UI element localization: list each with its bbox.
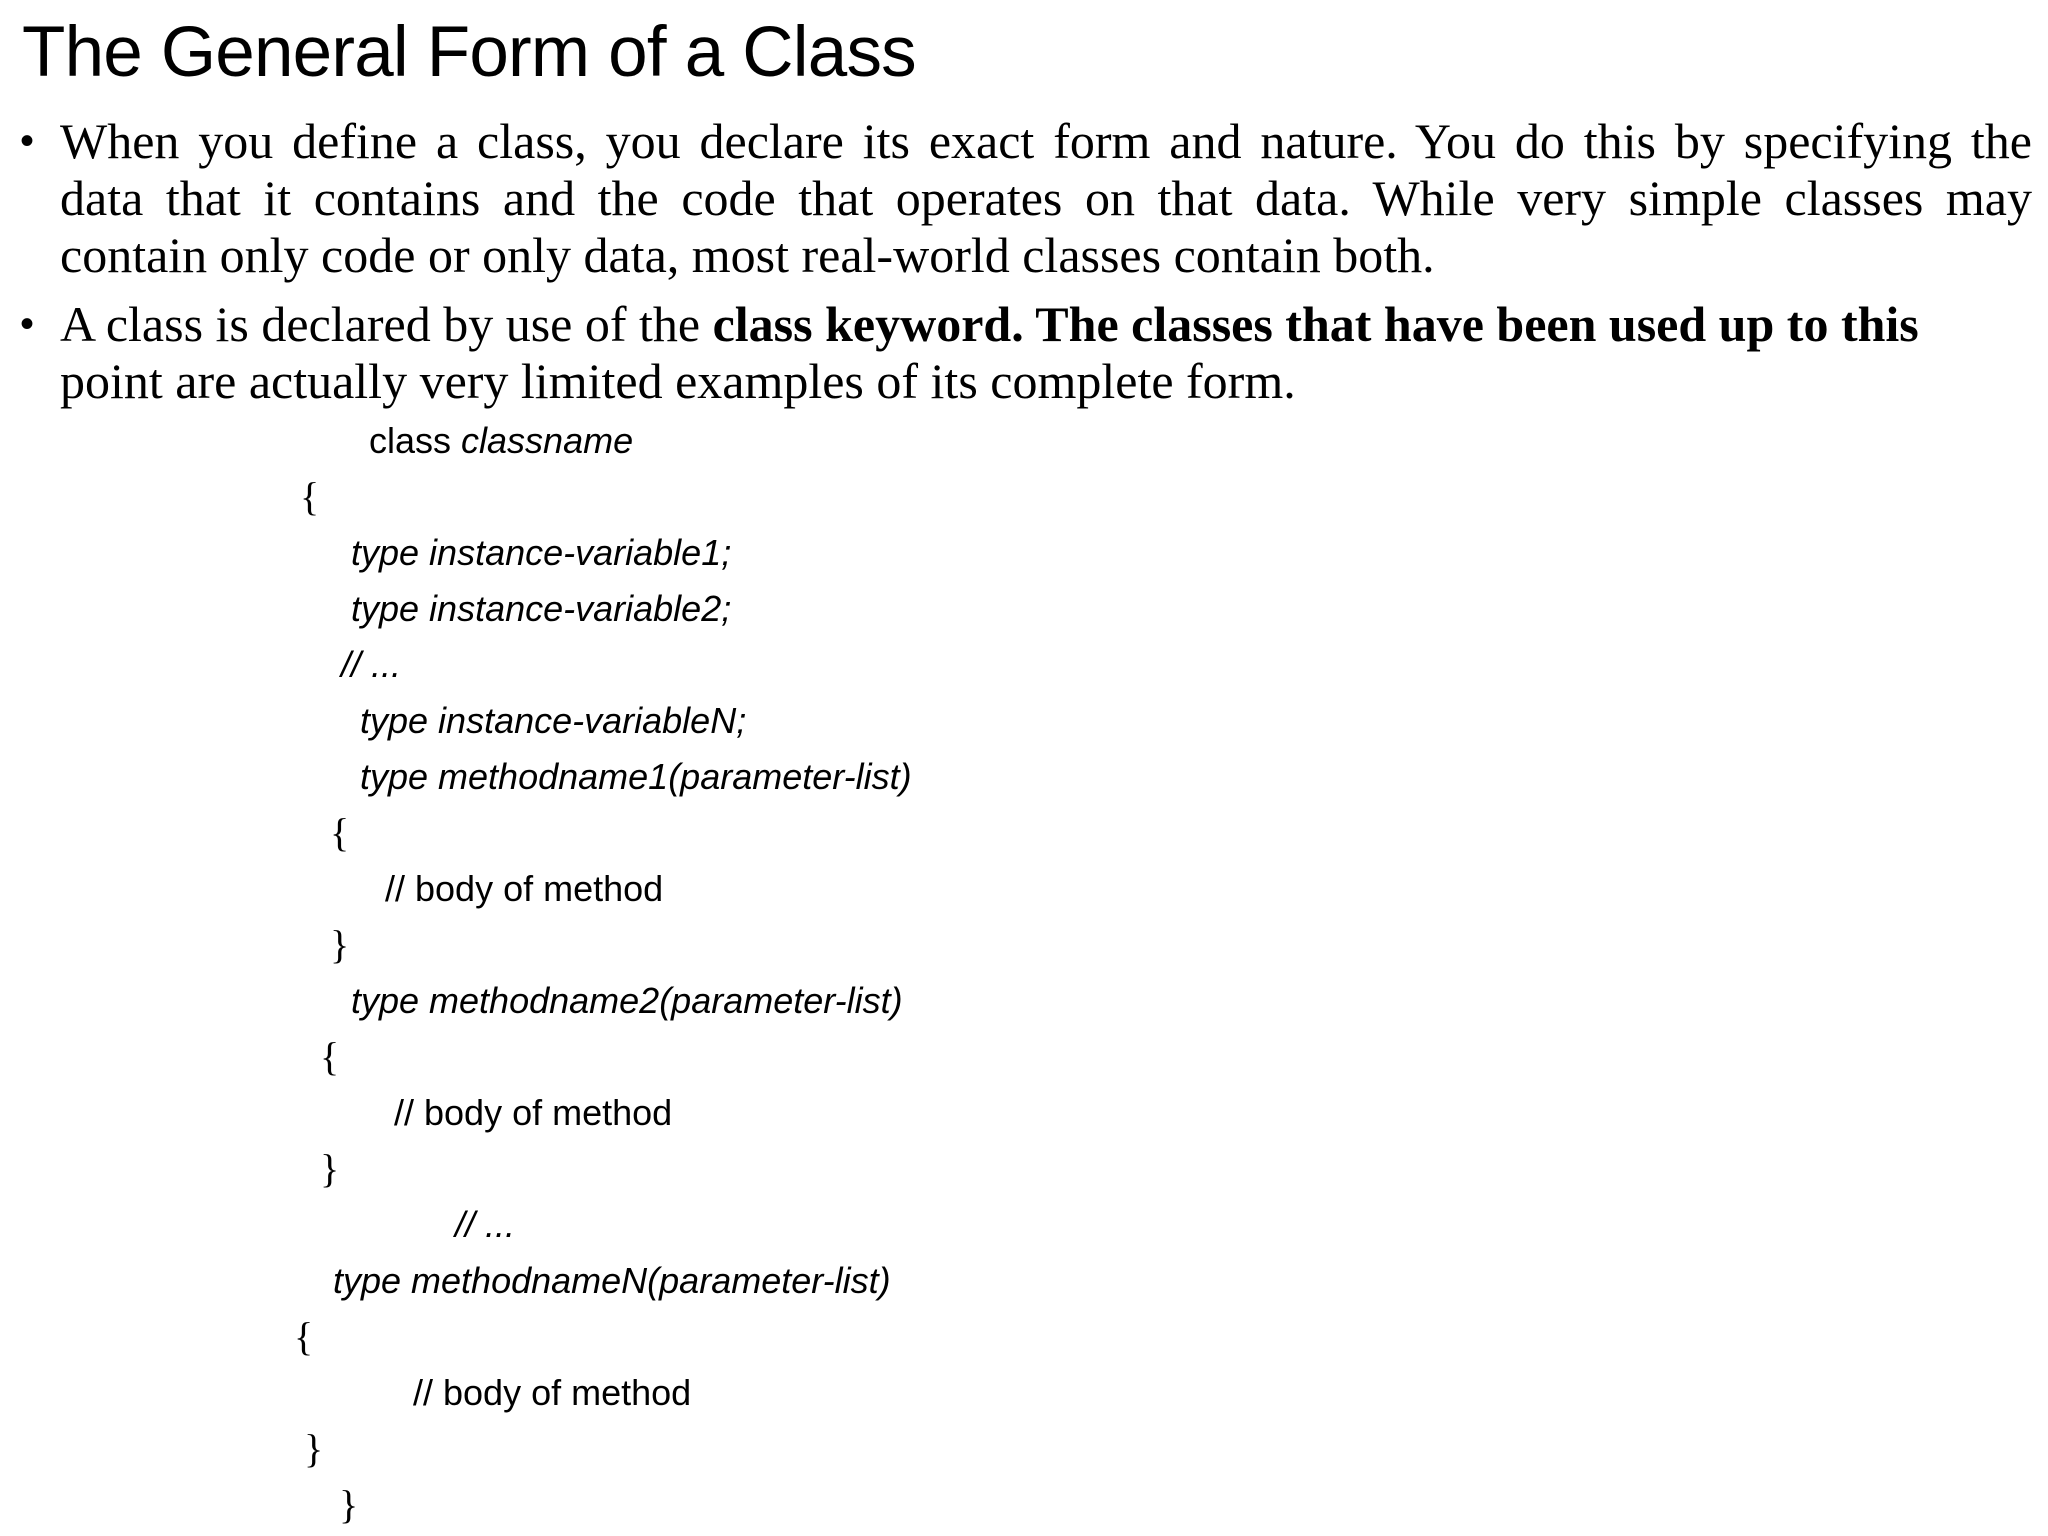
code-ellipsis-comment-2: // ... — [455, 1204, 516, 1245]
bullet-dot: • — [20, 302, 35, 346]
code-keyword: class — [369, 420, 462, 461]
code-class-open-brace: { — [300, 474, 320, 519]
code-ellipsis-comment: // ... — [341, 644, 402, 685]
bullet-line: When you define a class, you declare its exact form and nature. You do this by specifying the — [60, 113, 2032, 169]
code-instance-variable-1: type instance-variable1; — [351, 532, 732, 573]
code-instance-variable-2: type instance-variable2; — [351, 588, 732, 629]
code-method-1-open-brace: { — [330, 810, 350, 855]
slide-title: The General Form of a Class — [22, 13, 916, 92]
code-method-n-signature: type methodnameN(parameter-list) — [333, 1260, 891, 1301]
bullet-bold-text: class keyword. The classes that have been used up to this — [712, 296, 1919, 352]
code-method-1-signature: type methodname1(parameter-list) — [360, 756, 912, 797]
bullet-dot: • — [20, 119, 35, 163]
code-instance-variable-n: type instance-variableN; — [360, 700, 747, 741]
code-method-2-close-brace: } — [320, 1146, 340, 1191]
code-method-2-signature: type methodname2(parameter-list) — [351, 980, 903, 1021]
bullet-class-keyword — [20, 296, 2032, 410]
code-method-2-open-brace: { — [320, 1034, 340, 1079]
bullet-line: point are actually very limited examples of its complete form. — [60, 353, 1296, 409]
code-method-1-close-brace: } — [330, 922, 350, 967]
code-method-n-body: // body of method — [413, 1372, 692, 1413]
code-method-2-body: // body of method — [394, 1092, 673, 1133]
bullet-text: A class is declared by use of the — [60, 296, 713, 352]
code-method-1-body: // body of method — [385, 868, 664, 909]
code-classname: classname — [461, 420, 634, 461]
code-class-close-brace: } — [339, 1482, 359, 1527]
code-method-n-open-brace: { — [294, 1314, 314, 1359]
bullet-define-class — [20, 113, 2032, 284]
bullet-line: contain only code or only data, most real-world classes contain both. — [60, 227, 1435, 283]
code-class-declaration — [369, 419, 633, 463]
bullet-line — [60, 296, 2032, 353]
code-method-n-close-brace: } — [304, 1426, 324, 1471]
bullet-line: data that it contains and the code that operates on that data. While very simple classes may — [60, 170, 2032, 226]
